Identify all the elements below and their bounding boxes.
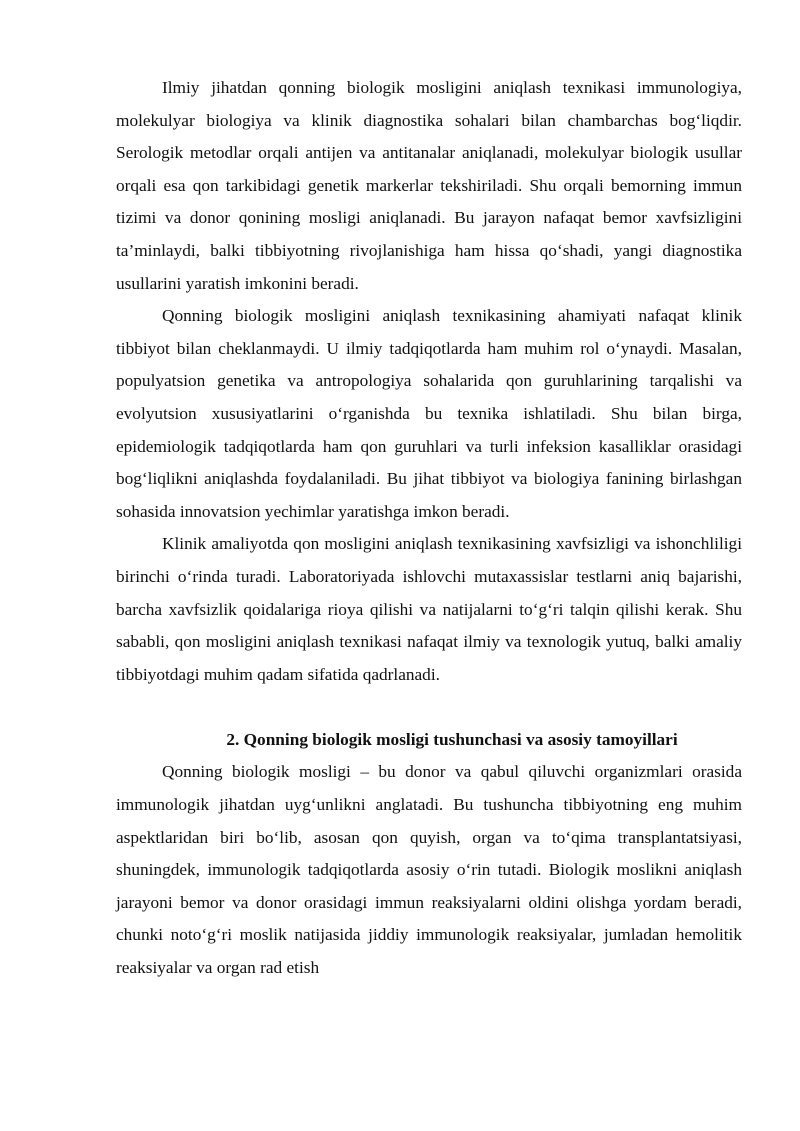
paragraph-1: Ilmiy jihatdan qonning biologik mosligini aniqlash texnikasi immunologiya, molekulyar biologiya va klinik diagnostika sohalari bilan chambarchas bog‘liqdir. Serologik metodlar orqali antijen va antitanalar aniqlanadi, molekulyar biologik usullar orqali esa qon tarkibidagi genetik markerlar tekshiriladi. Shu orqali bemorning immun tizimi va donor qonining mosligi aniqlanadi. Bu jarayon nafaqat bemor xavfsizligini ta’minlaydi, balki tibbiyotning rivojlanishiga ham hissa qo‘shadi, yangi diagnostika usullarini yaratish imkonini beradi. <box>116 78 742 293</box>
paragraph-4: Qonning biologik mosligi – bu donor va qabul qiluvchi organizmlari orasida immunologik jihatdan uyg‘unlikni anglatadi. Bu tushuncha tibbiyotning eng muhim aspektlaridan biri bo‘lib, asosan qon quyish, organ va to‘qima transplantatsiyasi, shuningdek, immunologik tadqiqotlarda asosiy o‘rin tutadi. Biologik moslikni aniqlash jarayoni bemor va donor orasidagi immun reaksiyalarni oldini olishga yordam beradi, chunki noto‘g‘ri moslik natijasida jiddiy immunologik reaksiyalar, jumladan hemolitik reaksiyalar va organ rad etish <box>116 762 742 978</box>
document-page <box>116 72 742 985</box>
section-spacer <box>116 691 742 724</box>
paragraph-3: Klinik amaliyotda qon mosligini aniqlash texnikasining xavfsizligi va ishonchliligi birinchi o‘rinda turadi. Laboratoriyada ishlovchi mutaxassislar testlarni aniq bajarishi, barcha xavfsizlik qoidalariga rioya qilishi va natijalarni to‘g‘ri talqin qilishi kerak. Shu sababli, qon mosligini aniqlash texnikasi nafaqat ilmiy va texnologik yutuq, balki amaliy tibbiyotdagi muhim qadam sifatida qadrlanadi. <box>116 534 742 684</box>
section-heading: 2. Qonning biologik mosligi tushunchasi va asosiy tamoyillari <box>226 729 678 749</box>
paragraph-2: Qonning biologik mosligini aniqlash texnikasining ahamiyati nafaqat klinik tibbiyot bilan cheklanmaydi. U ilmiy tadqiqotlarda ham muhim rol o‘ynaydi. Masalan, populyatsion genetika va antropologiya sohalarida qon guruhlarining tarqalishi va evolyutsion xususiyatlarini o‘rganishda bu texnika ishlatiladi. Shu bilan birga, epidemiologik tadqiqotlarda ham qon guruhlari va turli infeksion kasalliklar orasidagi bog‘liqlikni aniqlashda foydalaniladi. Bu jihat tibbiyot va biologiya fanining birlashgan sohasida innovatsion yechimlar yaratishga imkon beradi. <box>116 306 742 521</box>
